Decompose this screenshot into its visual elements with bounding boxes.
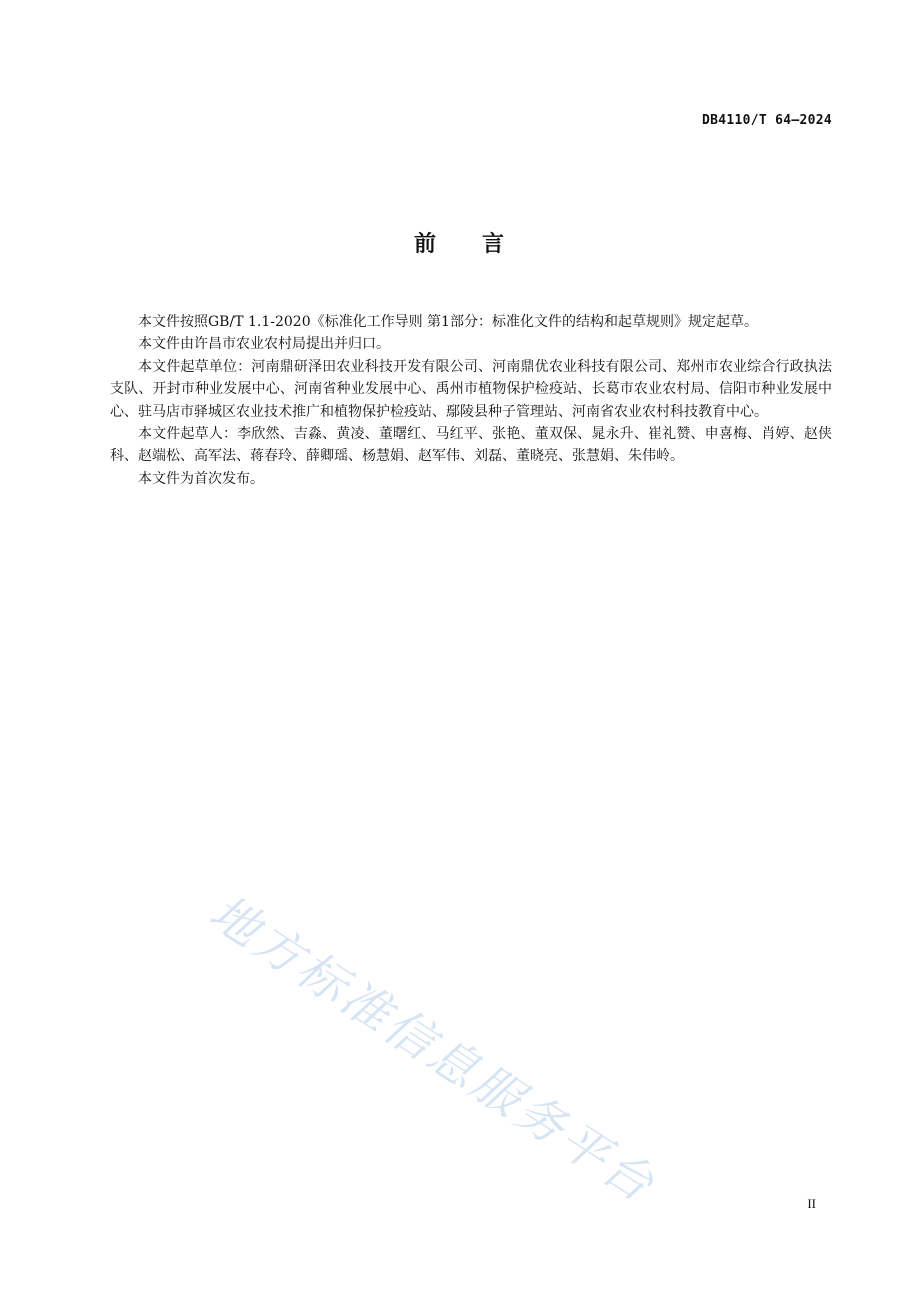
title-char-2: 言 [482,232,507,257]
watermark: 地方标准信息服务平台 [199,884,667,1215]
paragraph-drafting-rules: 本文件按照GB/T 1.1-2020《标准化工作导则 第1部分：标准化文件的结构和起草规则》规定起草。 [138,314,758,330]
paragraph-proposer: 本文件由许昌市农业农村局提出并归口。 [138,336,390,353]
foreword-body [110,311,832,490]
paragraph-drafting-units: 本文件起草单位：河南鼎研泽田农业科技开发有限公司、河南鼎优农业科技有限公司、郑州市农业综合行政执法支队、开封市种业发展中心、河南省种业发展中心、禹州市植物保护检疫站、长葛市农业农村局、信阳市种业发展中心、驻马店市驿城区农业技术推广和植物保护检疫站、鄢陵县种子管理站、河南省农业农村科技教育中心。 [110,358,832,420]
page-title [0,227,920,258]
paragraph-first-release: 本文件为首次发布。 [138,470,264,487]
paragraph-drafters: 本文件起草人：李欣然、吉淼、黄凌、董曙红、马红平、张艳、董双保、晁永升、崔礼赞、申喜梅、肖婷、赵侠科、赵端松、高军法、蒋春玲、薛卿瑶、杨慧娟、赵军伟、刘磊、董晓亮、张慧娟、朱伟岭。 [110,426,832,465]
title-char-1: 前 [413,232,438,257]
document-code: DB4110/T 64—2024 [701,113,832,128]
page-number: II [807,1196,816,1211]
